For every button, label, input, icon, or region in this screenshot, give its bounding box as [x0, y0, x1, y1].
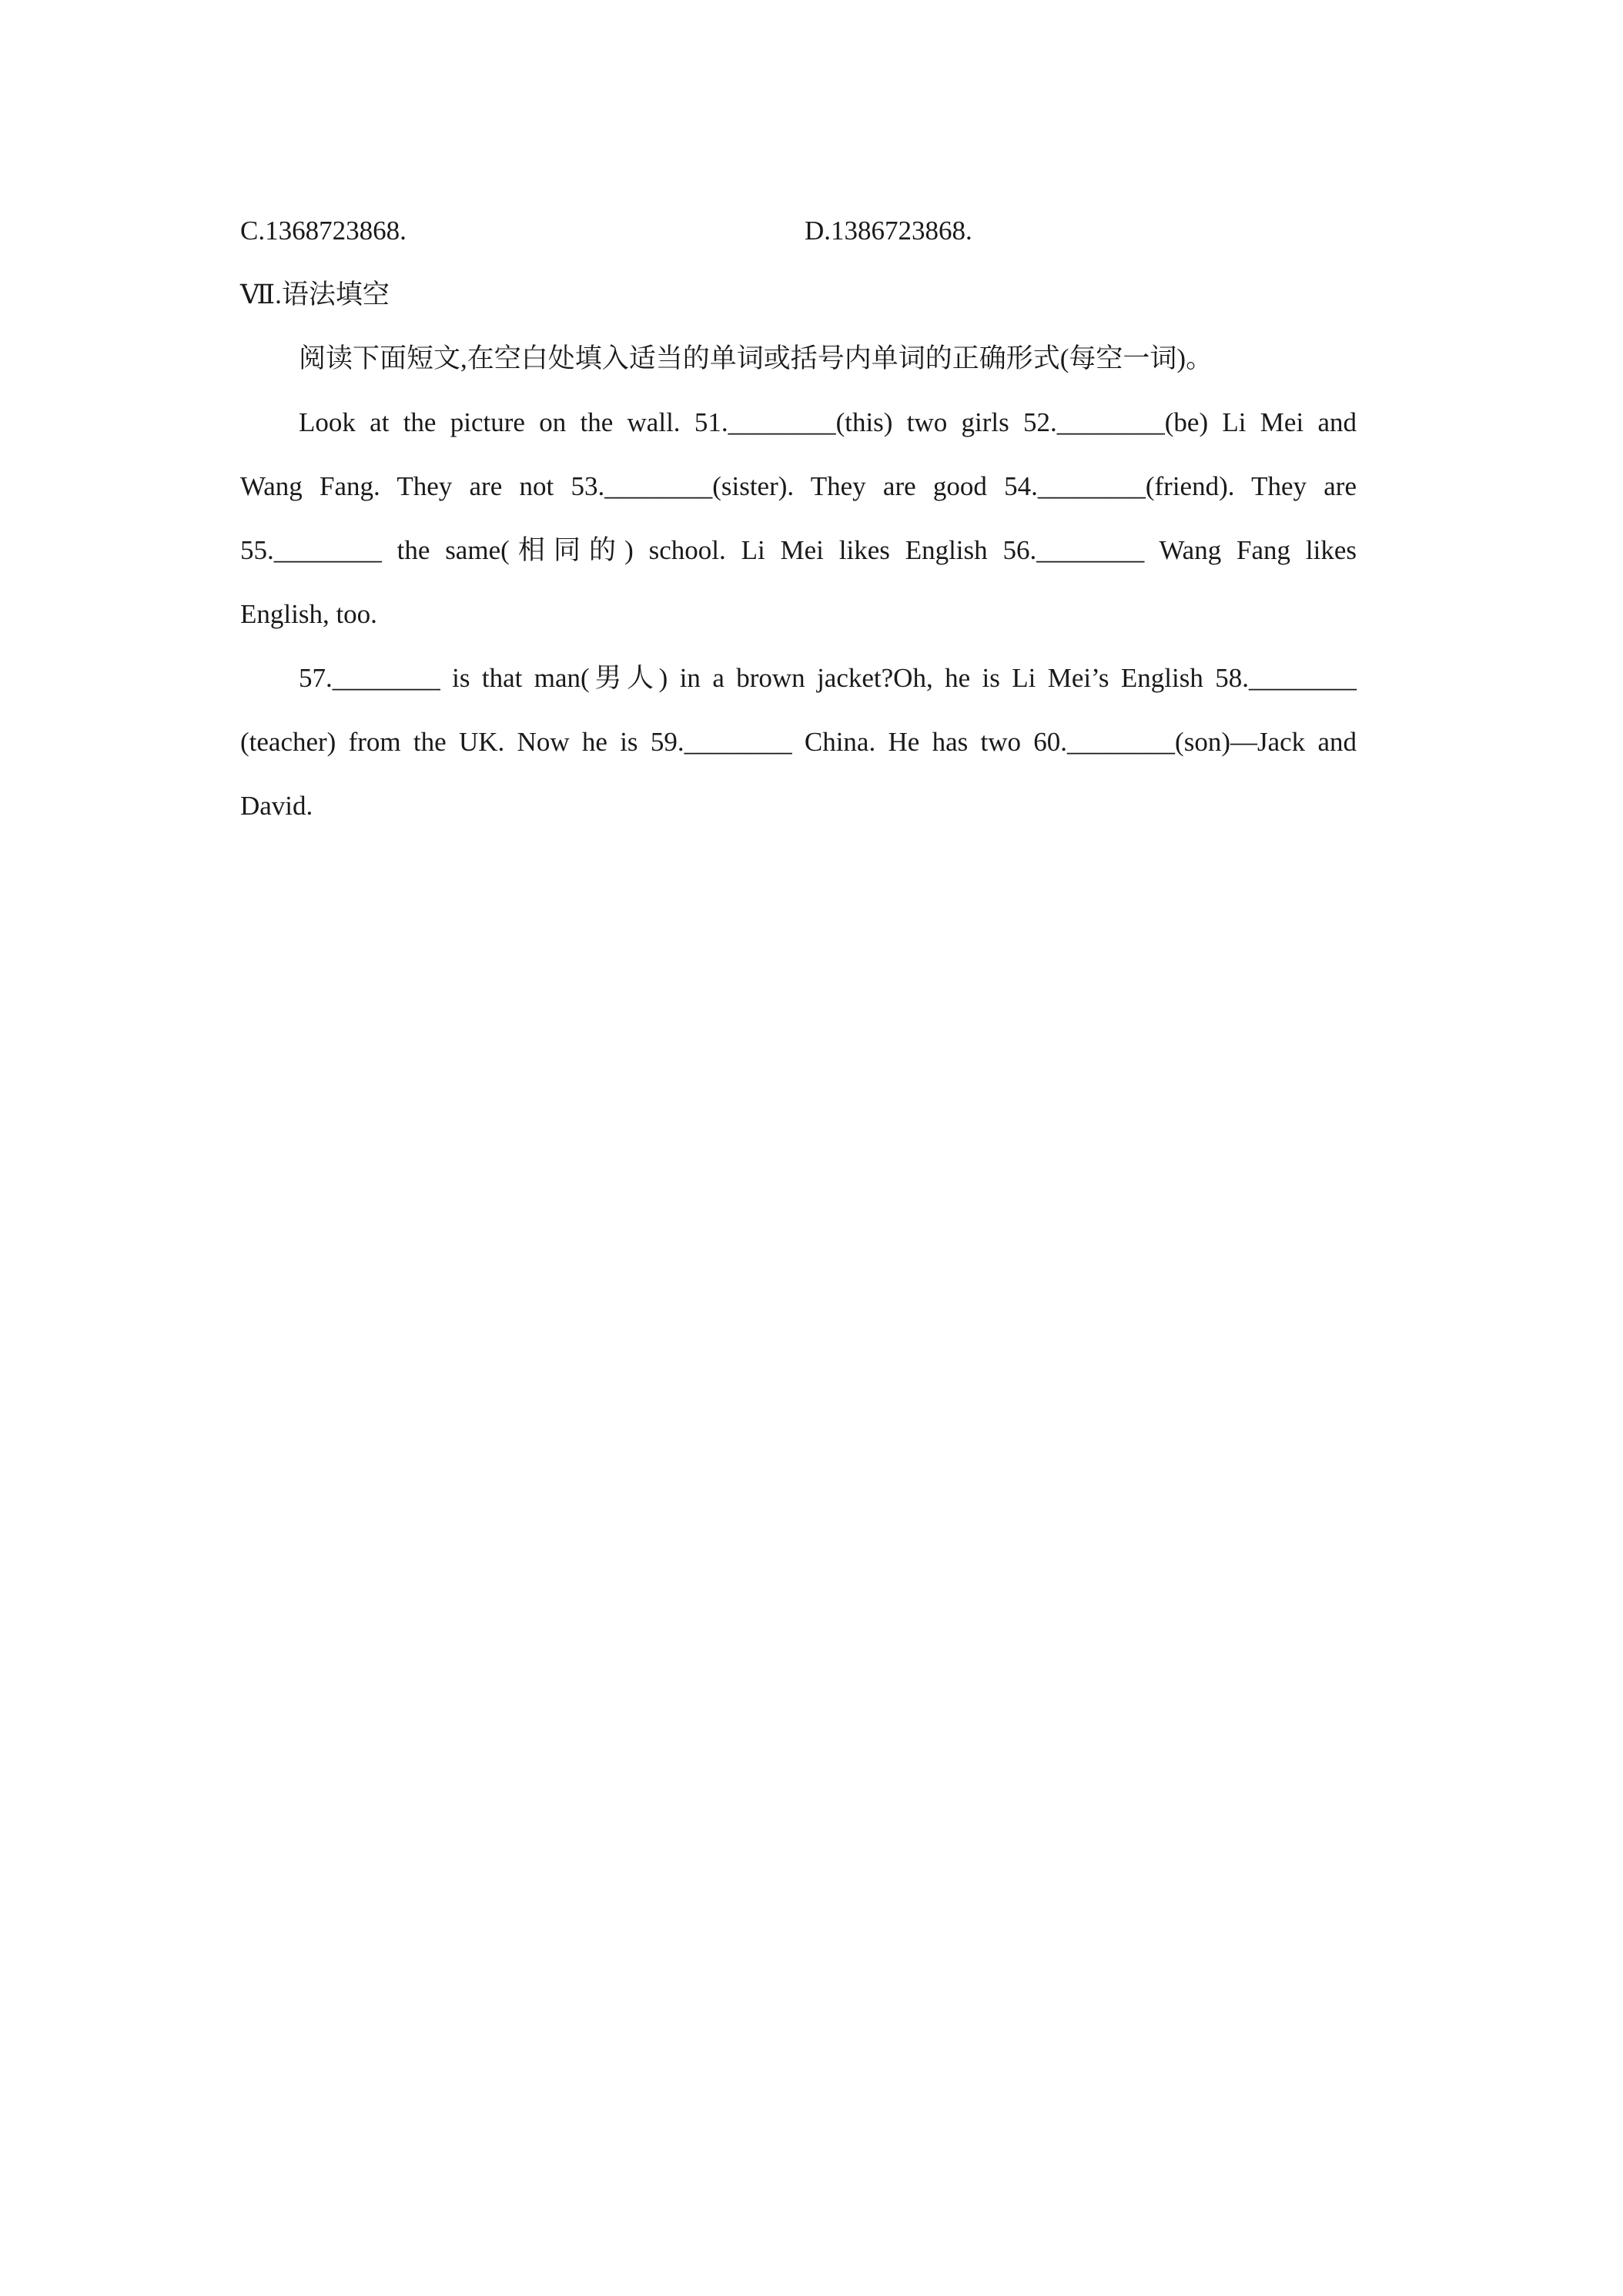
passage-line-5: 57.________ is that man(男人) in a brown jacket?Oh, he is Li Mei’s English 58.________ — [299, 663, 1357, 693]
passage-line-1: Look at the picture on the wall. 51.________(this) two girls 52.________(be) Li Mei and — [299, 407, 1357, 437]
section-instruction: 阅读下面短文,在空白处填入适当的单词或括号内单词的正确形式(每空一词)。 — [299, 343, 1213, 373]
section-heading: Ⅶ.语法填空 — [240, 279, 390, 310]
option-d: D.1386723868. — [805, 216, 972, 246]
passage-line-7: David. — [240, 791, 313, 821]
passage-line-3: 55.________ the same(相同的) school. Li Mei likes English 56.________ Wang Fang likes — [240, 535, 1357, 565]
passage-line-4: English, too. — [240, 599, 377, 629]
passage-line-6: (teacher) from the UK. Now he is 59.________ China. He has two 60.________(son)—Jack and — [240, 727, 1357, 757]
passage-line-2: Wang Fang. They are not 53.________(sister). They are good 54.________(friend). They are — [240, 471, 1357, 501]
option-c: C.1368723868. — [240, 216, 407, 246]
